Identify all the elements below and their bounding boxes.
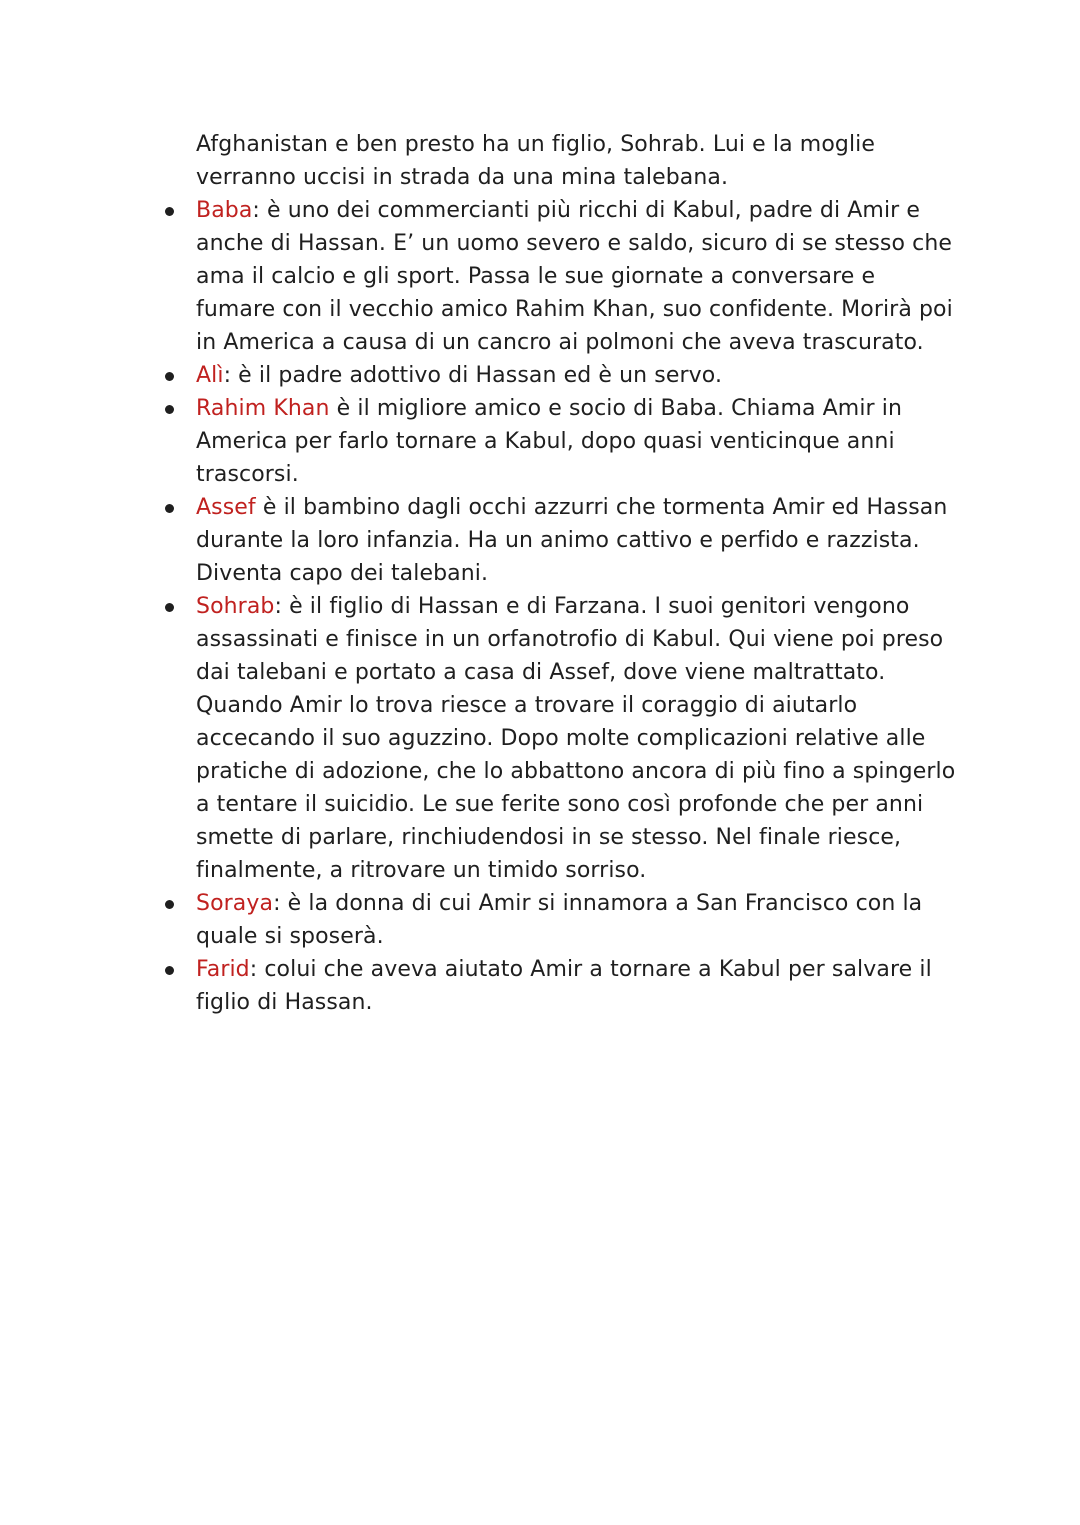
character-description: è il bambino dagli occhi azzurri che tormenta Amir ed Hassan durante la loro infanzia. Ha un animo cattivo e perfido e razzista. Diventa capo dei talebani.	[196, 495, 948, 586]
character-item-farid	[196, 953, 956, 1019]
character-name: Soraya	[196, 891, 274, 916]
character-item-baba	[196, 194, 956, 359]
character-item-soraya	[196, 887, 956, 953]
character-name: Farid	[196, 957, 250, 982]
character-name: Rahim Khan	[196, 396, 330, 421]
character-description: : è uno dei commercianti più ricchi di Kabul, padre di Amir e anche di Hassan. E’ un uomo severo e saldo, sicuro di se stesso che ama il calcio e gli sport. Passa le sue giornate a conversare e fumare con il vecchio amico Rahim Khan, suo confidente. Morirà poi in America a causa di un cancro ai polmoni che aveva trascurato.	[196, 198, 953, 355]
character-item-assef	[196, 491, 956, 590]
character-name: Baba	[196, 198, 253, 223]
character-item-ali	[196, 359, 956, 392]
character-description: : è la donna di cui Amir si innamora a San Francisco con la quale si sposerà.	[196, 891, 923, 949]
character-description: : è il figlio di Hassan e di Farzana. I suoi genitori vengono assassinati e finisce in un orfanotrofio di Kabul. Qui viene poi preso dai talebani e portato a casa di Assef, dove viene maltrattato. Quando Amir lo trova riesce a trovare il coraggio di aiutarlo accecando il suo aguzzino. Dopo molte complicazioni relative alle pratiche di adozione, che lo abbattono ancora di più fino a spingerlo a tentare il suicidio. Le sue ferite sono così profonde che per anni smette di parlare, rinchiudendosi in se stesso. Nel finale riesce, finalmente, a ritrovare un timido sorriso.	[196, 594, 956, 883]
document-body	[196, 128, 956, 1019]
character-description: : colui che aveva aiutato Amir a tornare a Kabul per salvare il figlio di Hassan.	[196, 957, 932, 1015]
character-name: Alì	[196, 363, 224, 388]
character-name: Sohrab	[196, 594, 275, 619]
character-item-sohrab	[196, 590, 956, 887]
character-description: : è il padre adottivo di Hassan ed è un servo.	[223, 363, 723, 388]
character-description: è il migliore amico e socio di Baba. Chiama Amir in America per farlo tornare a Kabul, dopo quasi venticinque anni trascorsi.	[196, 396, 903, 487]
character-list	[196, 194, 956, 1019]
character-name: Assef	[196, 495, 256, 520]
character-item-rahim-khan	[196, 392, 956, 491]
intro-paragraph: Afghanistan e ben presto ha un figlio, Sohrab. Lui e la moglie verranno uccisi in strada da una mina talebana.	[196, 132, 876, 190]
